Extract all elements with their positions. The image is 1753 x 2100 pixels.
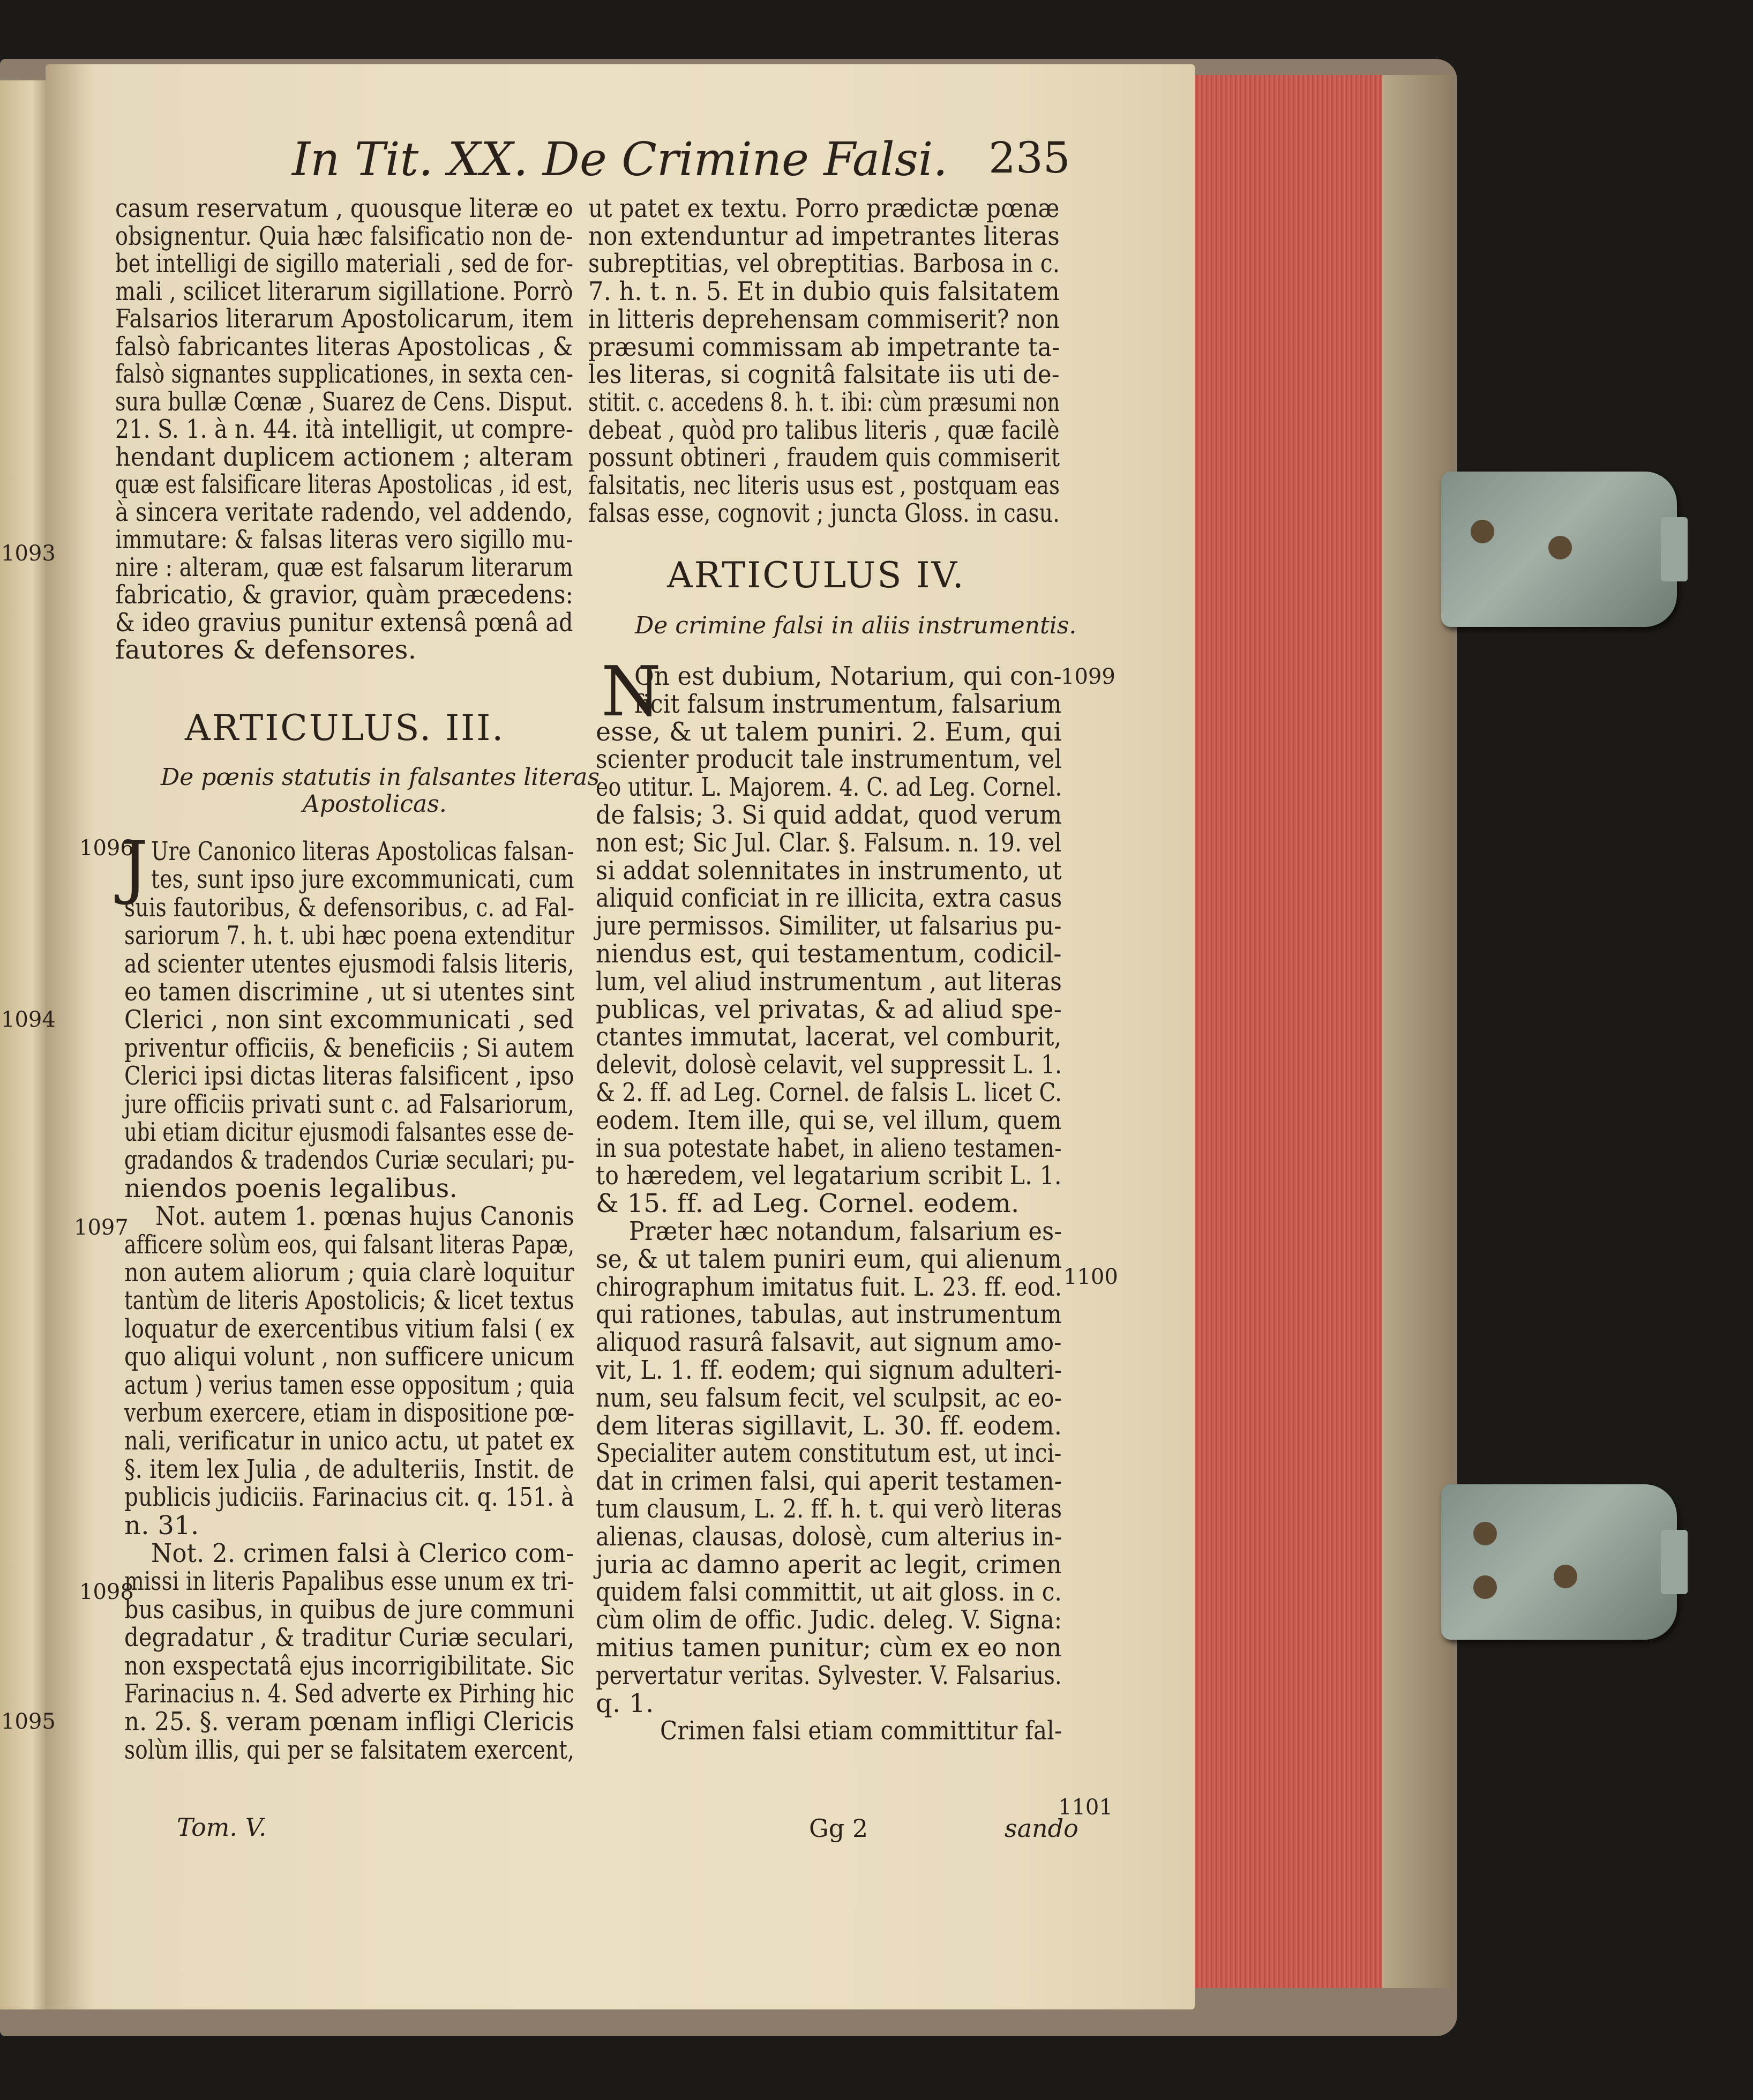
text-line: se, & ut talem puniri eum, qui alienum — [596, 1244, 1062, 1274]
text-line: niendos poenis legalibus. — [124, 1173, 458, 1204]
text-line: quæ est falsificare literas Apostolicas , id est, — [115, 469, 573, 499]
text-line: bus casibus, in quibus de jure communi — [124, 1594, 575, 1625]
lower-clasp — [1441, 1484, 1677, 1640]
text-line: dat in crimen falsi, qui aperit testamen- — [596, 1466, 1062, 1497]
text-line: cùm olim de offic. Judic. deleg. V. Signa: — [596, 1605, 1062, 1635]
text-line: aliquod rasurâ falsavit, aut signum amo- — [596, 1327, 1062, 1358]
text-line: non extenduntur ad impetrantes literas — [588, 221, 1060, 251]
text-line: alienas, clausas, dolosè, cum alterius in- — [596, 1521, 1062, 1552]
text-line: tes, sunt ipso jure excommunicati, cum — [151, 864, 574, 895]
text-line: n. 25. §. veram pœnam infligi Clericis — [124, 1707, 575, 1737]
clasp-rivet — [1473, 1575, 1497, 1599]
text-line: gradandos & tradendos Curiæ seculari; pu- — [124, 1145, 575, 1176]
text-line: falsò signantes supplicationes, in sexta cen- — [115, 359, 574, 389]
margin-number-right: 1099 — [1061, 664, 1115, 689]
text-line: Crimen falsi etiam committitur fal- — [660, 1716, 1062, 1746]
text-line: priventur officiis, & beneficiis ; Si autem — [124, 1033, 574, 1063]
text-line: juria ac damno aperit ac legit, crimen — [596, 1549, 1062, 1580]
red-fore-edge — [1184, 75, 1388, 1988]
text-line: suis fautoribus, & defensoribus, c. ad Fal- — [124, 892, 575, 923]
text-line: Clerici , non sint excommunicati , sed — [124, 1005, 574, 1035]
margin-number-inner: 1097 — [74, 1215, 129, 1240]
text-line: Ure Canonico literas Apostolicas falsan- — [151, 836, 574, 866]
clasp-rivet — [1471, 520, 1494, 543]
clasp-hinge — [1661, 1530, 1688, 1594]
article-3-subtitle-line-2: Apostolicas. — [303, 790, 447, 818]
text-line: tum clausum, L. 2. ff. h. t. qui verò literas — [596, 1494, 1062, 1524]
text-line: actum ) verius tamen esse oppositum ; quia — [124, 1370, 575, 1400]
text-line: mali , scilicet literarum sigillatione. Porrò — [115, 276, 573, 307]
text-line: quo aliqui volunt , non sufficere unicum — [124, 1342, 575, 1372]
text-line: & 15. ff. ad Leg. Cornel. eodem. — [596, 1189, 1020, 1219]
text-line: ad scienter utentes ejusmodi falsis literis, — [124, 948, 574, 979]
text-line: ctantes immutat, lacerat, vel comburit, — [596, 1022, 1062, 1052]
margin-number-right: 1100 — [1063, 1265, 1118, 1289]
text-line: bet intelligi de sigillo materiali , sed de for- — [115, 249, 574, 279]
text-line: les literas, si cognitâ falsitate iis uti de- — [588, 360, 1060, 390]
text-line: chirographum imitatus fuit. L. 23. ff. eod. — [596, 1272, 1062, 1302]
margin-number-inner: 1098 — [79, 1580, 134, 1604]
text-line: si addat solennitates in instrumento, ut — [596, 855, 1062, 886]
text-line: eo utitur. L. Majorem. 4. C. ad Leg. Cornel. — [596, 772, 1062, 803]
article-3-subtitle-line-1: De pœnis statutis in falsantes literas — [161, 764, 600, 791]
text-line: Farinacius n. 4. Sed adverte ex Pirhing hic — [124, 1679, 574, 1709]
upper-clasp — [1441, 472, 1677, 627]
text-line: nali, verificatur in unico actu, ut patet ex — [124, 1426, 575, 1456]
text-line: loquatur de exercentibus vitium falsi ( ex — [124, 1313, 575, 1344]
text-line: non autem aliorum ; quia clarè loquitur — [124, 1258, 574, 1288]
article-4-subtitle: De crimine falsi in aliis instrumentis. — [635, 612, 1077, 639]
text-line: Not. autem 1. pœnas hujus Canonis — [155, 1201, 574, 1232]
text-line: solùm illis, qui per se falsitatem exercent, — [124, 1735, 574, 1765]
text-line: præsumi commissam ab impetrante ta- — [588, 332, 1060, 362]
text-line: obsignentur. Quia hæc falsificatio non de- — [115, 221, 573, 251]
text-line: ut patet ex textu. Porro prædictæ pœnæ — [588, 193, 1060, 223]
text-line: possunt obtineri , fraudem quis commiserit — [588, 443, 1060, 473]
text-line: nire : alteram, quæ est falsarum literarum — [115, 552, 573, 582]
text-line: On est dubium, Notarium, qui con- — [634, 661, 1062, 691]
text-line: jure permissos. Similiter, ut falsarius pu- — [596, 911, 1062, 941]
text-line: qui rationes, tabulas, aut instrumentum — [596, 1299, 1062, 1330]
article-4-heading: ARTICULUS IV. — [667, 555, 965, 596]
catchword: sando — [1005, 1814, 1078, 1843]
text-line: 7. h. t. n. 5. Et in dubio quis falsitatem — [588, 276, 1060, 307]
text-line: q. 1. — [596, 1688, 654, 1718]
text-line: à sincera veritate radendo, vel addendo, — [115, 497, 573, 527]
margin-number-right: 1101 — [1058, 1795, 1113, 1820]
text-line: sura bullæ Cœnæ , Suarez de Cens. Disput. — [115, 386, 573, 417]
text-line: sariorum 7. h. t. ubi hæc poena extenditur — [124, 921, 574, 951]
text-line: debeat , quòd pro talibus literis , quæ facilè — [588, 415, 1060, 445]
margin-number-left: 1093 — [1, 541, 56, 566]
margin-number-left: 1095 — [1, 1709, 56, 1734]
text-line: dem literas sigillavit, L. 30. ff. eodem. — [596, 1410, 1062, 1441]
text-line: fabricatio, & gravior, quàm præcedens: — [115, 580, 574, 610]
text-line: ubi etiam dicitur ejusmodi falsantes esse de- — [124, 1117, 574, 1147]
text-line: num, seu falsum fecit, vel sculpsit, ac eo- — [596, 1382, 1062, 1413]
text-line: scienter producit tale instrumentum, vel — [596, 744, 1062, 775]
text-line: missi in literis Papalibus esse unum ex tri- — [124, 1566, 574, 1597]
clasp-hinge — [1661, 517, 1688, 581]
text-line: pervertatur veritas. Sylvester. V. Falsarius. — [596, 1660, 1062, 1691]
left-signature: Tom. V. — [177, 1813, 267, 1842]
text-line: non est; Sic Jul. Clar. §. Falsum. n. 19. vel — [596, 827, 1062, 858]
text-line: 21. S. 1. à n. 44. ità intelligit, ut compre- — [115, 414, 574, 444]
text-line: tantùm de literis Apostolicis; & licet textus — [124, 1286, 574, 1316]
article-4-dropcap: N — [601, 652, 661, 732]
text-line: Falsarios literarum Apostolicarum, item — [115, 304, 574, 334]
article-3-heading: ARTICULUS. III. — [185, 707, 505, 749]
text-line: stitit. c. accedens 8. h. t. ibi: cùm præsumi non — [588, 387, 1060, 417]
text-line: subreptitias, vel obreptitias. Barbosa in c. — [588, 249, 1060, 279]
text-line: niendus est, qui testamentum, codicil- — [596, 939, 1062, 969]
margin-number-left: 1094 — [1, 1007, 56, 1032]
running-header: In Tit. XX. De Crimine Falsi. — [292, 133, 948, 186]
text-line: mitius tamen punitur; cùm ex eo non — [596, 1633, 1062, 1663]
text-line: falsò fabricantes literas Apostolicas , & — [115, 331, 573, 362]
text-line: immutare: & falsas literas vero sigillo mu- — [115, 525, 573, 555]
text-line: quidem falsi committit, ut ait gloss. in c. — [596, 1577, 1062, 1608]
text-line: non exspectatâ ejus incorrigibilitate. Sic — [124, 1650, 575, 1681]
text-line: Specialiter autem constitutum est, ut inci- — [596, 1438, 1062, 1469]
text-line: casum reservatum , quousque literæ eo — [115, 193, 573, 223]
text-line: de falsis; 3. Si quid addat, quod verum — [596, 800, 1062, 830]
right-signature: Gg 2 — [809, 1814, 868, 1843]
text-line: n. 31. — [124, 1510, 199, 1541]
page-number: 235 — [988, 133, 1070, 183]
clasp-rivet — [1548, 536, 1572, 559]
text-line: esse, & ut talem puniri. 2. Eum, qui — [596, 716, 1062, 747]
text-line: falsas esse, cognovit ; juncta Gloss. in casu. — [588, 498, 1060, 528]
text-line: hendant duplicem actionem ; alteram — [115, 442, 573, 472]
text-line: falsitatis, nec literis usus est , postquam eas — [588, 470, 1060, 500]
text-line: vit, L. 1. ff. eodem; qui signum adulteri- — [596, 1355, 1062, 1385]
clasp-rivet — [1473, 1522, 1497, 1545]
text-line: verbum exercere, etiam in dispositione pœ- — [124, 1398, 575, 1428]
text-line: publicas, vel privatas, & ad aliud spe- — [596, 994, 1062, 1025]
text-line: Clerici ipsi dictas literas falsificent , ipso — [124, 1061, 574, 1092]
clasp-rivet — [1554, 1565, 1577, 1588]
text-line: in litteris deprehensam commiserit? non — [588, 304, 1060, 334]
text-line: Præter hæc notandum, falsarium es- — [629, 1216, 1062, 1246]
text-line: eodem. Item ille, qui se, vel illum, quem — [596, 1105, 1062, 1135]
text-line: fautores & defensores. — [115, 635, 417, 665]
text-line: & ideo gravius punitur extensâ pœnâ ad — [115, 607, 573, 638]
text-line: degradatur , & traditur Curiæ seculari, — [124, 1623, 575, 1653]
text-line: afficere solùm eos, qui falsant literas Papæ, — [124, 1229, 575, 1260]
text-line: aliquid conficiat in re illicita, extra casus — [596, 883, 1062, 914]
text-line: jure officiis privati sunt c. ad Falsariorum, — [124, 1089, 574, 1119]
text-line: Not. 2. crimen falsi à Clerico com- — [151, 1538, 574, 1568]
text-line: lum, vel aliud instrumentum , aut literas — [596, 966, 1062, 997]
text-line: eo tamen discrimine , ut si utentes sint — [124, 977, 575, 1007]
text-line: delevit, dolosè celavit, vel suppressit L. 1. — [596, 1050, 1062, 1080]
text-line: & 2. ff. ad Leg. Cornel. de falsis L. licet C. — [596, 1078, 1062, 1108]
text-line: to hæredem, vel legatarium scribit L. 1. — [596, 1161, 1062, 1191]
text-line: publicis judiciis. Farinacius cit. q. 151. à — [124, 1482, 574, 1513]
text-line: ficit falsum instrumentum, falsarium — [634, 689, 1062, 719]
margin-number-inner: 1096 — [79, 836, 134, 861]
text-line: in sua potestate habet, in alieno testamen- — [596, 1133, 1062, 1163]
back-cover — [1382, 75, 1452, 1988]
text-line: §. item lex Julia , de adulteriis, Instit. de — [124, 1454, 574, 1484]
article-3-dropcap: J — [121, 827, 148, 907]
